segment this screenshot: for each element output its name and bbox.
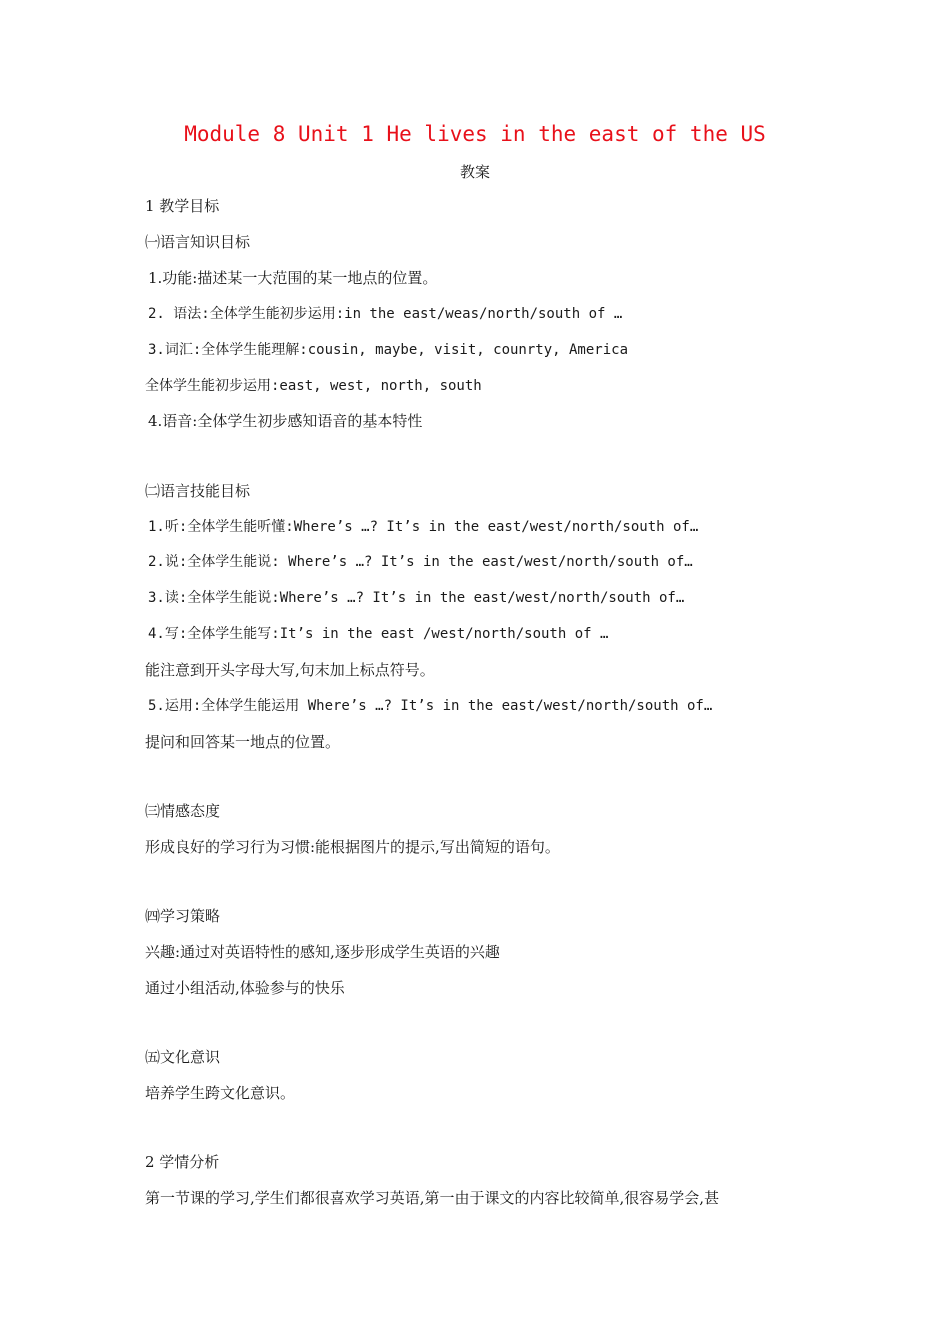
text-line: 3.词汇:全体学生能理解:cousin, maybe, visit, counrty, America	[148, 342, 629, 358]
text-line: 全体学生能初步运用:east, west, north, south	[145, 378, 482, 394]
text-line: 能注意到开头字母大写,句末加上标点符号。	[145, 661, 435, 679]
subsection-heading-learning-strategy: ㈣学习策略	[145, 907, 221, 925]
text-line: 通过小组活动,体验参与的快乐	[145, 979, 345, 997]
text-line: 1.功能:描述某一大范围的某一地点的位置。	[148, 269, 438, 287]
document-subtitle: 教案	[459, 163, 490, 181]
text-line: 4.语音:全体学生初步感知语音的基本特性	[148, 412, 423, 430]
text-line: 兴趣:通过对英语特性的感知,逐步形成学生英语的兴趣	[145, 943, 500, 961]
subsection-heading-attitude: ㈢情感态度	[145, 802, 221, 820]
document-title: Module 8 Unit 1 He lives in the east of the US	[184, 122, 766, 146]
text-line: 2. 语法:全体学生能初步运用:in the east/weas/north/south of …	[148, 306, 623, 322]
section-heading-teaching-goals: 1 教学目标	[145, 197, 220, 215]
subsection-heading-culture: ㈤文化意识	[145, 1048, 221, 1066]
text-line: 第一节课的学习,学生们都很喜欢学习英语,第一由于课文的内容比较简单,很容易学会,甚	[145, 1189, 720, 1207]
text-line: 3.读:全体学生能说:Where’s …? It’s in the east/west/north/south of…	[148, 590, 685, 606]
section-heading-student-analysis: 2 学情分析	[145, 1153, 220, 1171]
text-line: 1.听:全体学生能听懂:Where’s …? It’s in the east/west/north/south of…	[148, 519, 699, 535]
text-line: 提问和回答某一地点的位置。	[145, 733, 341, 751]
text-line: 5.运用:全体学生能运用 Where’s …? It’s in the east/west/north/south of…	[148, 698, 713, 714]
subsection-heading-language-knowledge: ㈠语言知识目标	[145, 233, 251, 251]
text-line: 4.写:全体学生能写:It’s in the east /west/north/south of …	[148, 626, 609, 642]
text-line: 培养学生跨文化意识。	[145, 1084, 296, 1102]
subsection-heading-language-skills: ㈡语言技能目标	[145, 482, 251, 500]
text-line: 形成良好的学习行为习惯:能根据图片的提示,写出简短的语句。	[145, 838, 560, 856]
text-line: 2.说:全体学生能说: Where’s …? It’s in the east/west/north/south of…	[148, 554, 693, 570]
